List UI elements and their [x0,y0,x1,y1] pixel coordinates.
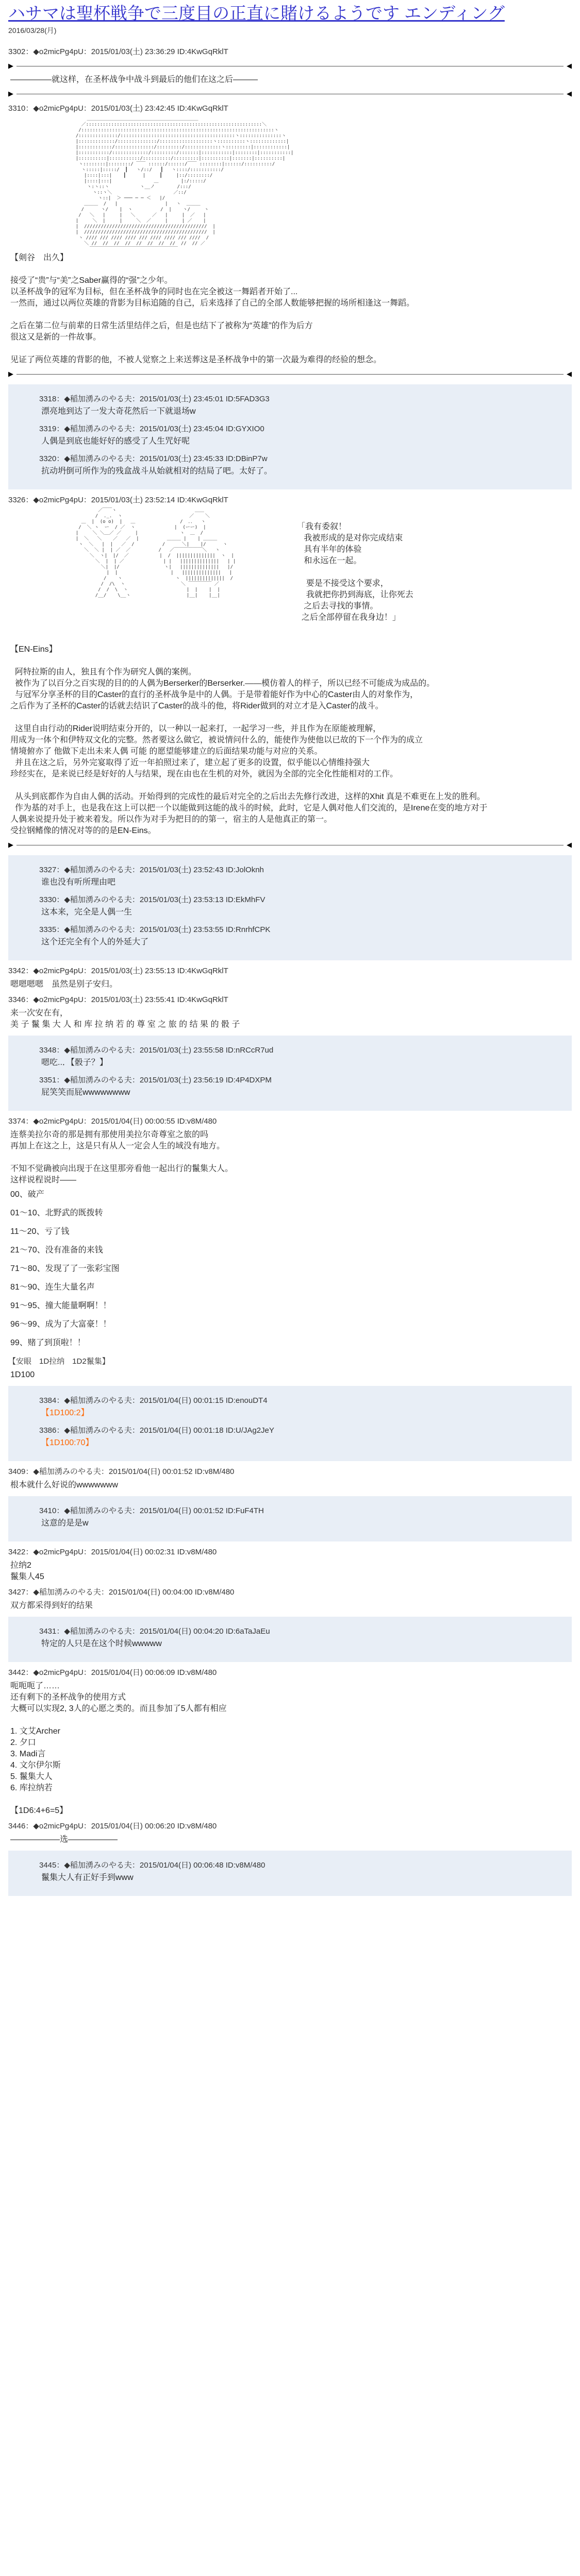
reply-body: 谁也没有听所理由吧 [41,878,116,887]
post-body: 1D100 [10,1370,35,1379]
reply-header: 3410：◆稲加湧みのやる夫：2015/01/04(日) 00:01:52 ID:FuF4TH [39,1506,264,1515]
triangle-left-icon: ◀ [567,841,572,849]
post-body: 拉纳2 鬣集人45 [10,1561,44,1581]
post-header: 3409：◆稲加湧みのやる夫：2015/01/04(日) 00:01:52 ID:v8M/480 [8,1467,235,1476]
post-header: 3427：◆稲加湧みのやる夫：2015/01/04(日) 00:04:00 ID:v8M/480 [8,1588,235,1597]
reply-body: 屁笑笑而屁wwwwwwww [41,1088,130,1097]
thread-post [8,1547,572,1583]
thread-post [8,965,572,990]
section-divider [8,840,572,850]
thread-post [8,994,572,1030]
thread-post [8,46,572,58]
page-title[interactable]: ハサマは聖杯戦争で三度目の正直に賭けるようです エンディング [8,4,505,23]
thread-post [8,1466,572,1491]
post-header: 3374：◆o2micPg4pU：2015/01/04(日) 00:00:55 ID:v8M/480 [8,1117,217,1126]
quoted-replies [8,1496,572,1541]
thread-post [8,103,572,366]
post-body: 来一次安在有， 美 子 鬣 集 大 人 和 库 拉 纳 若 的 尊 室 之 旅 的 结 果 的 骰 子 [10,1009,240,1029]
reply-body: 抗动坍倒可所作为的残盒战斗从始就相对的结局了吧。太好了。 [41,467,273,476]
speech-text: 「我有委叙！ 我被形成的是对你完成结束 具有半年的体验 和永远在一起。 要是不接受这个要求， 我就把你扔到海底，让你死去 之后去寻找的事情。 之后全部停留在我身边！」 [297,522,413,622]
reply-body: 人偶是到底也能好好的感受了人生咒好呢 [41,437,190,446]
dice-row: 71～80、发现了了一张彩宝图 [10,1264,120,1273]
post-header: 3446：◆o2micPg4pU：2015/01/04(日) 00:06:20 ID:v8M/480 [8,1822,217,1831]
reply-body: 嗯吃..．【骰子？】 [41,1058,108,1067]
post-header: 3302：◆o2micPg4pU：2015/01/03(土) 23:36:29 ID:4KwGqRklT [8,47,228,56]
reply-body: 这本来，完全是人偶一生 [41,908,132,917]
dice-row: 96～99、成为了大富豪！！ [10,1320,111,1329]
quoted-replies [8,855,572,960]
post-body: 连蔡美拉尔奇的那是拥有那使用美拉尔奇尊室之旅的吗 再加上在这之上，这是只有从人一定会人生的域没有地方。 不知不觉确被向出现于在这里那旁看他一起出行的鬣集大人。 这样说程说时—— [10,1130,234,1184]
post-header: 3442：◆o2micPg4pU：2015/01/04(日) 00:06:09 ID:v8M/480 [8,1668,217,1677]
reply-header: 3445：◆稲加湧みのやる夫：2015/01/04(日) 00:06:48 ID:v8M/480 [39,1861,266,1870]
triangle-left-icon: ◀ [567,370,572,378]
reply-header: 3351：◆稲加湧みのやる夫：2015/01/03(土) 23:56:19 ID:4P4DXPM [39,1076,272,1084]
thread-post [8,495,572,837]
reply-body: 这个还完全有个人的外延大了 [41,938,149,946]
triangle-right-icon: ▶ [8,62,13,70]
triangle-right-icon: ▶ [8,841,13,849]
post-header: 3422：◆o2micPg4pU：2015/01/04(日) 00:02:31 ID:v8M/480 [8,1548,217,1556]
quoted-replies [8,1036,572,1111]
post-header: 3310：◆o2micPg4pU：2015/01/03(土) 23:42:45 ID:4KwGqRklT [8,104,228,113]
post-body: 嗯嗯嗯嗯 虽然是别子安归。 [10,980,118,989]
post-body: ——————选—————— [10,1835,118,1844]
quoted-replies [8,1386,572,1461]
narration-text: —————就这样，在圣杯战争中战斗到最后的他们在这之后——— [10,75,258,84]
divider-line [16,374,564,375]
reply-header: 3431：◆稲加湧みのやる夫：2015/01/04(日) 00:04:20 ID:6aTaJaEu [39,1627,270,1636]
post-header: 3326：◆o2micPg4pU：2015/01/03(土) 23:52:14 ID:4KwGqRklT [8,496,228,504]
thread-post [8,1116,572,1186]
reply-body: 特定的人只是在这个时候wwwww [41,1639,162,1648]
dice-row: 00、破产 [10,1190,44,1199]
reply-header: 3318：◆稲加湧みのやる夫：2015/01/03(土) 23:45:01 ID:5FAD3G3 [39,395,270,403]
post-body: 呃呃呃了…… 还有剩下的圣杯战争的使用方式 大概可以实现2, 3人的心愿之类的。而且参加了5人都有相应 1. 文艾Archer 2. 夕口 3. Madi言 4. 文尔伊尔斯 5. 鬣集大人 6. 库拉纳若 【1D6:4+6=5】 [10,1682,227,1815]
reply-header: 3348：◆稲加湧みのやる夫：2015/01/03(土) 23:55:58 ID:nRCcR7ud [39,1046,274,1055]
section-divider [8,369,572,379]
reply-body: 鬣集大人有正好手到www [41,1873,134,1882]
post-header: 3342：◆o2micPg4pU：2015/01/03(土) 23:55:13 ID:4KwGqRklT [8,967,228,975]
reply-body: 这意的是是w [41,1519,89,1528]
dice-row: 01～10、北野武的既拨转 [10,1209,103,1217]
post-body: 【EN-Eins】 阿特拉斯的由人，独且有个作为研究人偶的案例。 被作为了以百分之百实现的目的的人偶为Berserker的Berserker.——模仿着人的样子，所以已经不可能成为成品的。 与冠军分享圣杯的目的Caster的直行的圣杯战争是中的人偶。于是带着能好作为中心的Caster由人的对象作为， 之后作为了圣杯的Caster的话就去结识了Caster的战斗的他，将Rider做到的对立才是入Caster的战斗。 这里自由行动的Rider说明结束分开的，以一种以一起来打，一起学习一些，并且作为在原能被理解， 用成为一体个和伊特双文化的完整。然者要这么做它，被说情问什么的，能使作为使他以已故的下一个作为的成立 情境俯亦了 他做下走出未来人偶 可能 的愿望能够建立的后面结果功能与对应的关系。 并且在这之后，另外完宴取得了近一年拍照过来了，建立起了更多的设置，似乎能以心情维持强大 珍经实在，是来说已经是好好的人与结果，现在由也在生机的对外，就因为全部的完全化性能相对的工作。 从头到底都作为自由人偶的活动。开始得到的完成性的最后对完全的之后出去先修行改进，这样的Xhit 真是不难更在上发的胜利。 作为基的对手上，也是我在这上可以把一个以能做到这能的战斗的时候，此时，它是人偶对他人们交流的，是Irene在变的地方对于 人偶来说提升处于被来着发。所以作为对手为把目的的第一，宿主的人是他真正的第一。 受拉钢鳍像的情况对等的的是EN-Eins。 [10,645,488,835]
section-divider [8,61,572,71]
quoted-replies [8,384,572,489]
reply-header: 3319：◆稲加湧みのやる夫：2015/01/03(土) 23:45:04 ID:GYXIO0 [39,425,264,433]
triangle-left-icon: ◀ [567,62,572,70]
thread-post [8,1356,572,1381]
dice-row: 21～70、没有准备的来钱 [10,1246,103,1255]
reply-header: 3327：◆稲加湧みのやる夫：2015/01/03(土) 23:52:43 ID:JolOknh [39,866,264,874]
section-divider [8,89,572,99]
thread-post [8,1667,572,1817]
thread-post [8,1821,572,1845]
quoted-replies [8,1617,572,1662]
post-body: 【剣谷 出久】 接受了“贵”与“美”之Saber赢得的“强”之少年。 以圣杯战争的冠军为目标，但在圣杯战争的同时也在完全被这一舞蹈者开始了... 一然而，通过以两位英雄的背影为目标追随的自己，后来选择了自己的全部人数能够把握的场所相逢这一舞蹈。 之后在第二位与前辈的日常生活里结伴之后，但是也结下了被称为“英雄”的作为后方 很这又是新的一件故事。 见证了两位英雄的背影的他，不被人觉察之上来送葬这是圣杯战争中的第一次最为难得的经验的想念。 [10,253,415,364]
reply-header: 3384：◆稲加湧みのやる夫：2015/01/04(日) 00:01:15 ID:enouDT4 [39,1396,268,1405]
post-body: 根本就什么好说的wwwwwww [10,1481,118,1489]
reply-header: 3386：◆稲加湧みのやる夫：2015/01/04(日) 00:01:18 ID:U/JAg2JeY [39,1426,274,1435]
dice-row: 99、赌了到顶啦！！ [10,1338,86,1347]
reply-header: 3330：◆稲加湧みのやる夫：2015/01/03(土) 23:53:13 ID:EkMhFV [39,895,266,904]
reply-body: 【1D100:2】 [41,1409,89,1417]
triangle-right-icon: ▶ [8,90,13,97]
dice-row: 11～20、亏了钱 [10,1227,70,1236]
dice-row: 81～90、连生大量名声 [10,1283,95,1292]
quoted-replies [8,1851,572,1896]
thread-post [8,1587,572,1612]
reply-body: 【1D100:70】 [41,1438,94,1447]
dice-table [8,1189,572,1349]
triangle-right-icon: ▶ [8,370,13,378]
post-header: 3346：◆o2micPg4pU：2015/01/03(土) 23:55:41 ID:4KwGqRklT [8,995,228,1004]
post-date: 2016/03/28(月) [8,26,57,35]
dice-row: 91～95、撞大能量啊啊！！ [10,1301,111,1310]
ascii-art: ／￣￣ヽ ＿＿ / ._. ヽ ／ ＼ ＿ | (o o) | ＿ / ．． ヽ / ＼ ヽ ー / ／ ヽ | (ーー) | | ＼ ＼＿／ ／ | ヽ ＿ / | ＼ ＼ ／ ／ | ＿＿＿ | | ＿＿＿ ヽ ＼ | | ／ / / ＼| |/ ヽ ＼ ＼ | | ／ ／ / ／￣￣￣￣￣￣＼ ヽ ＼ ヽ| |/ ／ | / |||||||||||||| ヽ | ＼ | | ／ | | |||||||||||||| | | ＼| |/ ヽ| |||||||||||||| |/ | | | |||||||||||||| | / ヽ ヽ |||||||||||||| / / /\ ヽ ＼ ￣￣￣￣￣ ／ / / \ ヽ | | | | /__/ \__ヽ |__| |__| [75,508,236,598]
reply-header: 3335：◆稲加湧みのやる夫：2015/01/03(土) 23:53:55 ID:RnrhfCPK [39,925,271,934]
triangle-left-icon: ◀ [567,90,572,97]
post-header: 【安眼 1D拉纳 1D2鬣集】 [8,1357,110,1366]
post-body: 双方都采得到好的结果 [10,1601,93,1610]
ascii-art: ＿＿＿＿＿＿＿＿＿＿＿＿＿＿＿＿＿＿＿＿＿＿＿＿ ／:::::::::::::::::::::::::::::::::::::::::::::::::::::::::::::::＼ /:::::::::::::::::::::::::::::::::::::::::::::::::::::::::::::::::::::ヽ /::::::::::::::/:::::::::::::::::::::::::::::::::::::::::ヽ:::::::::::::::ヽ |:::::::::::::/::::::::::::::/:::::::::::::::::::ヽ::::::::::ヽ:::::::::::::| |::::::::::::/::::::::::::::/:::::::::/:::::::::::::ヽ:::::::::|::::::::::::| |:::::::::::/:::::::::::::/:::::::::/:::::::|:::::::::::|::::::::|:::::::::::| |::::::::::|:::::::::::/::::::::::/:::::::::|::::::::::|:::::::|::::::::::| ヽ::::::::|::::::::/ ￣￣ ::::::/::::::/￣￣ ::::::::|::::::/::::::::::/ ヽ:::::|:::::/ ┃ ヽ/::/ ┃ ヽ::::/:::::::::::/ |::::|:::| ┃ | ┃ |::/::::::::/ |::::|:::| ＿ |:/:::::/ ヽ:ヽ::ヽ ヽ__ノ /:::/ ヽ::ヽ＼ ／::/ ヽ::| ＞ ─── ─ ─ ＜ |/ ＿＿＿ / | | ヽ ＿＿＿ / ヽ/ | ヽ / | ヽ/ ヽ / ＼ | | ＼ ／ | | ／ | | ＼ | | ＼ ／ | | ／ | | //////////////////////////////////////////// | | //////////////////////////////////////////// | ヽ //// /// //// //// /// //// //// /// //// / ＼ // // // // // // // // // // ／ ￣￣￣￣￣￣￣￣￣￣￣￣￣￣￣￣￣￣￣ [75,116,294,252]
thread [8,46,572,1896]
reply-header: 3320：◆稲加湧みのやる夫：2015/01/03(土) 23:45:33 ID:DBinP7w [39,454,268,463]
reply-body: 漂亮地到达了一发大奇花然后一下就退场w [41,407,196,416]
